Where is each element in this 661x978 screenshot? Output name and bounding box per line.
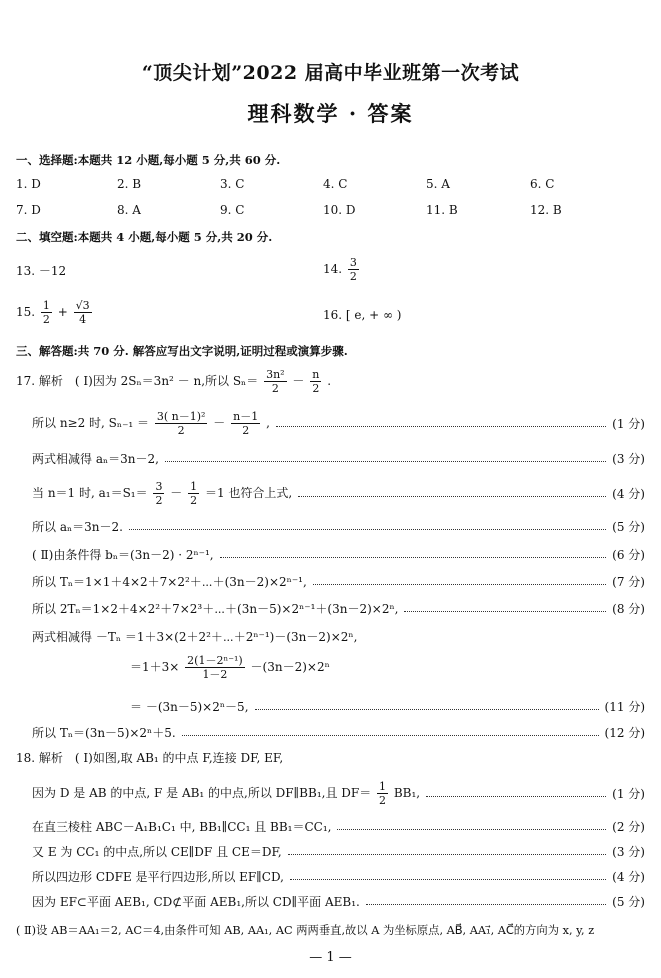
q15-b-numerator: √3: [75, 299, 90, 312]
fill-answer-15: [16, 299, 94, 326]
dot-leader: [298, 496, 606, 497]
score-marker: (4 分): [612, 870, 645, 884]
choice-answer: 5. A: [426, 177, 450, 191]
step-text-a: 当 n＝1 时, a₁＝S₁＝: [32, 486, 148, 500]
q17-step-2: [32, 450, 645, 467]
score-marker: (4 分): [612, 487, 645, 501]
q17-step-7: [32, 600, 645, 617]
q17-step-11: [32, 724, 645, 741]
denominator: 2: [242, 424, 250, 437]
dot-leader: [182, 735, 599, 736]
dot-leader: [337, 829, 606, 830]
step-text: 所以 Tₙ＝(3n－5)×2ⁿ＋5.: [32, 726, 176, 740]
numerator: 3n²: [266, 368, 285, 381]
choice-answer: 8. A: [117, 203, 141, 217]
step-text: ＝ －(3n－5)×2ⁿ－5,: [130, 700, 249, 714]
choice-answer: 9. C: [220, 203, 245, 217]
q15-label: 15.: [16, 305, 36, 319]
q17-step-5: [32, 546, 645, 563]
fraction: [231, 410, 260, 437]
fraction: [377, 780, 388, 807]
dot-leader: [220, 557, 607, 558]
minus-sign: －: [292, 374, 305, 388]
step-text: [32, 410, 270, 437]
score-marker: (3 分): [612, 452, 645, 466]
fill-answer-13: 13. －12: [16, 264, 67, 278]
step-text: ( Ⅱ)由条件得 bₙ＝(3n－2) · 2ⁿ⁻¹,: [32, 548, 214, 562]
score-marker: (5 分): [612, 895, 645, 909]
dot-leader: [313, 584, 606, 585]
score-marker: (8 分): [612, 602, 645, 616]
choice-answer: 1. D: [16, 177, 41, 191]
score-marker: (11 分): [604, 700, 645, 714]
score-marker: (6 分): [612, 548, 645, 562]
q15-fraction-b: [74, 299, 92, 326]
q15-a-denominator: 2: [42, 313, 50, 326]
denominator: 2: [190, 494, 198, 507]
q15-plus: +: [57, 305, 68, 319]
q18-step-2: [32, 818, 645, 835]
q17-intro-fraction-1: [264, 368, 287, 395]
step-text: 所以四边形 CDFE 是平行四边形,所以 EF∥CD,: [32, 870, 284, 884]
step-text: 因为 EF⊂平面 AEB₁, CD⊄平面 AEB₁,所以 CD∥平面 AEB₁.: [32, 895, 360, 909]
punctuation: .: [327, 374, 332, 388]
choice-answer: 12. B: [530, 203, 562, 217]
q18-step-3: [32, 843, 645, 860]
q17-step-8: 两式相减得 －Tₙ ＝1＋3×(2＋2²＋⋯＋2ⁿ⁻¹)－(3n－2)×2ⁿ,: [32, 630, 358, 644]
step-text: 所以 Tₙ＝1×1＋4×2＋7×2²＋⋯＋(3n－2)×2ⁿ⁻¹,: [32, 575, 307, 589]
q18-step-4: [32, 868, 645, 885]
choice-answer: 3. C: [220, 177, 245, 191]
denominator: 2: [312, 382, 320, 395]
q18-step-6: ( Ⅱ)设 AB＝AA₁＝2, AC＝4,由条件可知 AB, AA₁, AC 两两垂直,故以 A 为坐标原点, AB⃗, AA₁⃗, AC⃗的方向为 x, y, z: [16, 924, 595, 937]
choice-answer: 6. C: [530, 177, 555, 191]
choice-answer: 10. D: [323, 203, 356, 217]
fraction: [155, 410, 208, 437]
choice-answer: 11. B: [426, 203, 458, 217]
denominator: 2: [177, 424, 185, 437]
q17-intro-text: 17. 解析 ( Ⅰ)因为 2Sₙ＝3n² － n,所以 Sₙ＝: [16, 374, 259, 388]
q17-step-3: [32, 480, 645, 507]
exam-title: “顶尖计划”2022 届高中毕业班第一次考试: [141, 62, 520, 84]
denominator: 2: [271, 382, 279, 395]
numerator: 2(1－2ⁿ⁻¹): [187, 654, 243, 667]
step-text-end: －(3n－2)×2ⁿ: [250, 660, 330, 674]
dot-leader: [366, 904, 606, 905]
step-text: [32, 780, 420, 807]
q17-step-4: [32, 518, 645, 535]
minus-sign: －: [170, 486, 183, 500]
score-marker: (2 分): [612, 820, 645, 834]
fill-answer-16: 16. [ e, + ∞ ): [323, 308, 402, 322]
denominator: 2: [155, 494, 163, 507]
step-text-end: BB₁,: [393, 786, 421, 800]
dot-leader: [426, 796, 606, 797]
dot-leader: [255, 709, 599, 710]
step-text-end: ＝1 也符合上式,: [204, 486, 293, 500]
denominator: 1－2: [202, 668, 228, 681]
dot-leader: [288, 854, 606, 855]
fraction: [188, 480, 199, 507]
fill-answer-14: [323, 256, 361, 283]
denominator: 2: [379, 794, 387, 807]
section3-heading: 三、解答题:共 70 分. 解答应写出文字说明,证明过程或演算步骤.: [16, 344, 348, 358]
score-marker: (7 分): [612, 575, 645, 589]
section1-heading: 一、选择题:本题共 12 小题,每小题 5 分,共 60 分.: [16, 153, 281, 167]
q17-step-6: [32, 573, 645, 590]
exam-subtitle: 理科数学 · 答案: [247, 101, 414, 126]
choice-answer: 2. B: [117, 177, 142, 191]
q14-numerator: 3: [349, 256, 357, 269]
numerator: n－1: [233, 410, 259, 423]
step-text: 所以 aₙ＝3n－2.: [32, 520, 123, 534]
punctuation: ,: [266, 416, 270, 430]
q17-step-10: [130, 698, 645, 715]
step-text: 又 E 为 CC₁ 的中点,所以 CE∥DF 且 CE＝DF,: [32, 845, 282, 859]
step-text: 所以 2Tₙ＝1×2＋4×2²＋7×2³＋⋯＋(3n－5)×2ⁿ⁻¹＋(3n－2)×2ⁿ,: [32, 602, 399, 616]
step-text: [32, 480, 292, 507]
numerator: 1: [379, 780, 387, 793]
numerator: n: [312, 368, 320, 381]
q15-fraction-a: [41, 299, 52, 326]
fraction: [153, 480, 164, 507]
dot-leader: [290, 879, 606, 880]
numerator: 3( n－1)²: [156, 410, 206, 423]
dot-leader: [165, 461, 606, 462]
q17-step-1: [32, 410, 645, 437]
q15-a-numerator: 1: [42, 299, 50, 312]
step-text-a: ＝1＋3×: [130, 660, 180, 674]
q14-fraction: [348, 256, 359, 283]
score-marker: (12 分): [604, 726, 645, 740]
score-marker: (5 分): [612, 520, 645, 534]
q17-step-9: [130, 654, 330, 681]
dot-leader: [276, 426, 606, 427]
q17-intro-fraction-2: [310, 368, 321, 395]
q14-label: 14.: [323, 262, 343, 276]
q14-denominator: 2: [349, 270, 357, 283]
q18-intro: 18. 解析 ( Ⅰ)如图,取 AB₁ 的中点 F,连接 DF, EF,: [16, 751, 284, 765]
choice-answer: 7. D: [16, 203, 41, 217]
dot-leader: [404, 611, 606, 612]
q17-intro: [16, 368, 331, 395]
choice-answer: 4. C: [323, 177, 348, 191]
q15-b-denominator: 4: [79, 313, 87, 326]
score-marker: (3 分): [612, 845, 645, 859]
dot-leader: [129, 529, 606, 530]
step-text: 在直三棱柱 ABC－A₁B₁C₁ 中, BB₁∥CC₁ 且 BB₁＝CC₁,: [32, 820, 332, 834]
fraction: [185, 654, 245, 681]
numerator: 3: [155, 480, 163, 493]
step-text-a: 所以 n≥2 时, Sₙ₋₁ ＝: [32, 416, 150, 430]
minus-sign: －: [213, 416, 226, 430]
q18-step-5: [32, 893, 645, 910]
step-text-a: 因为 D 是 AB 的中点, F 是 AB₁ 的中点,所以 DF∥BB₁,且 DF＝: [32, 786, 372, 800]
score-marker: (1 分): [612, 787, 645, 801]
page-number: — 1 —: [309, 950, 352, 965]
step-text: 两式相减得 aₙ＝3n－2,: [32, 452, 159, 466]
section2-heading: 二、填空题:本题共 4 小题,每小题 5 分,共 20 分.: [16, 230, 273, 244]
score-marker: (1 分): [612, 417, 645, 431]
numerator: 1: [190, 480, 198, 493]
q18-step-1: [32, 780, 645, 807]
